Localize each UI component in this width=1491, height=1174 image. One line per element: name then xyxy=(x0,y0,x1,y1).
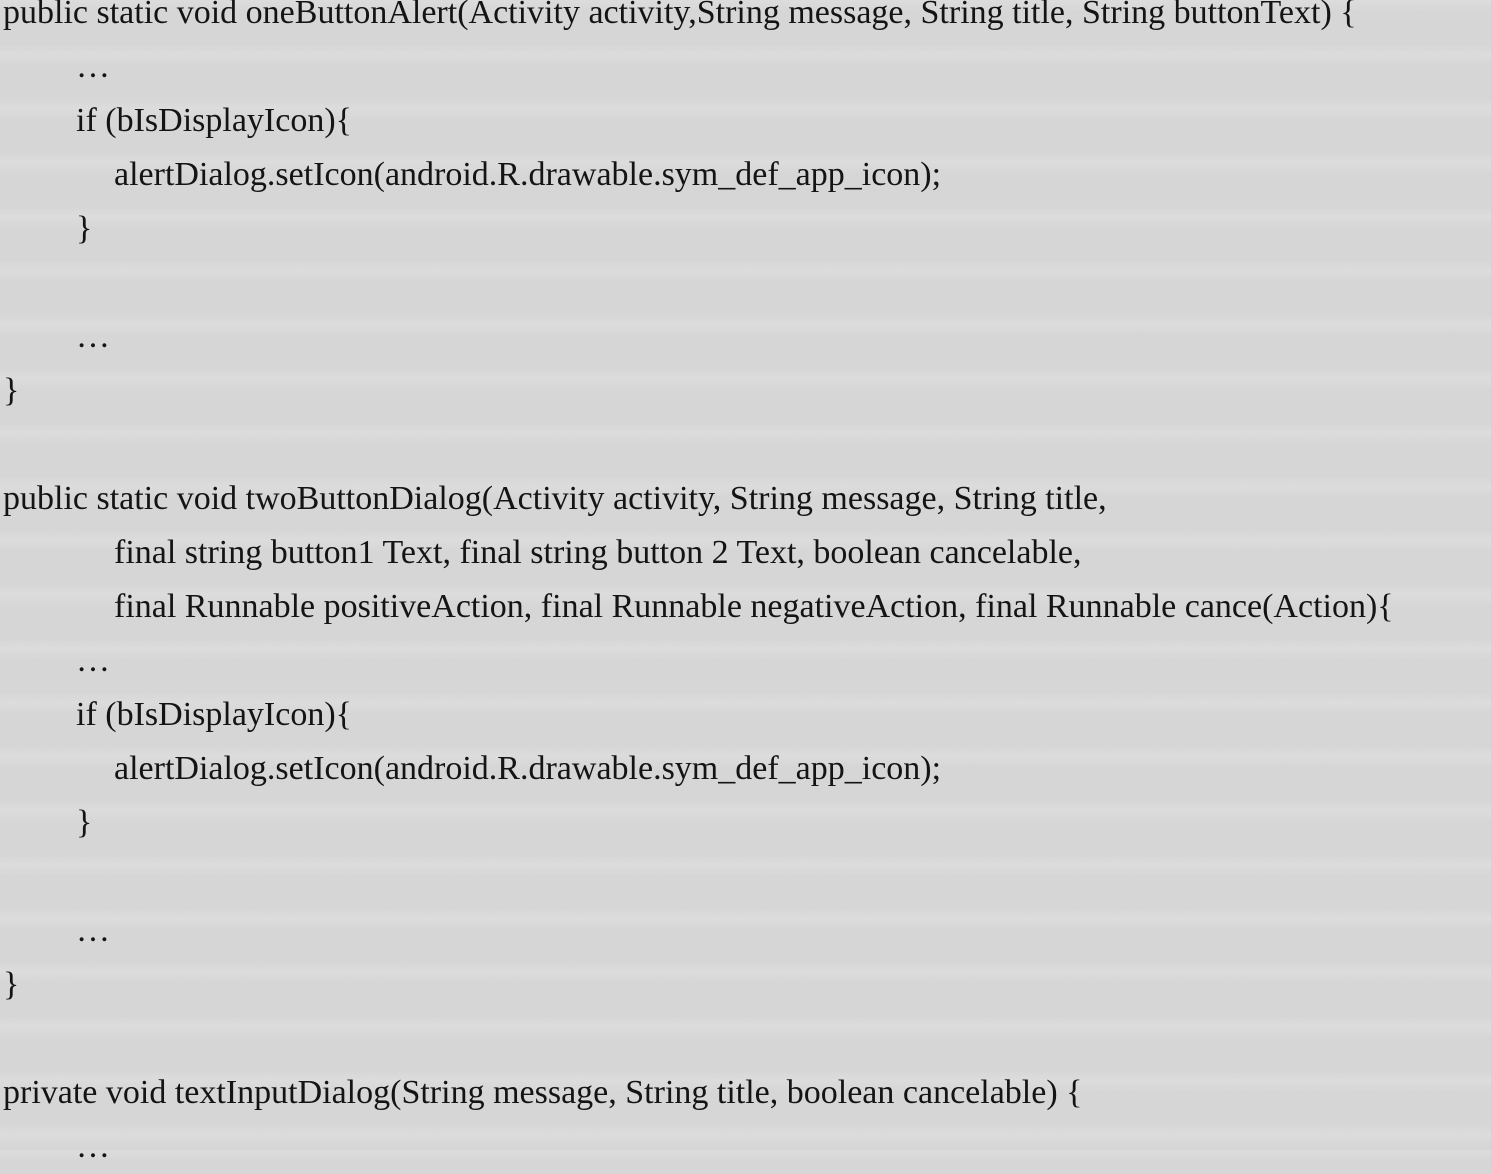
code-line: … xyxy=(76,912,110,949)
code-line: } xyxy=(3,966,20,1003)
code-line: … xyxy=(76,48,110,85)
code-line: } xyxy=(3,372,20,409)
blank-line xyxy=(0,256,1491,310)
code-line: final Runnable positiveAction, final Runnable negativeAction, final Runnable cance(Action){ xyxy=(114,588,1394,625)
code-line: private void textInputDialog(String message, String title, boolean cancelable) { xyxy=(3,1074,1083,1111)
blank-line xyxy=(0,418,1491,472)
code-line: if (bIsDisplayIcon){ xyxy=(76,696,352,733)
blank-line xyxy=(0,850,1491,904)
code-line: final string button1 Text, final string button 2 Text, boolean cancelable, xyxy=(114,534,1082,571)
code-line: … xyxy=(76,642,110,679)
code-line: } xyxy=(76,804,93,841)
blank-line xyxy=(0,1012,1491,1066)
code-line: public static void twoButtonDialog(Activity activity, String message, String title, xyxy=(3,480,1107,517)
code-line: } xyxy=(76,210,93,247)
code-line: … xyxy=(76,318,110,355)
code-line: if (bIsDisplayIcon){ xyxy=(76,102,352,139)
code-line: alertDialog.setIcon(android.R.drawable.sym_def_app_icon); xyxy=(114,156,942,193)
code-line: … xyxy=(76,1128,110,1165)
code-line: public static void oneButtonAlert(Activity activity,String message, String title, String buttonText) { xyxy=(3,0,1357,31)
code-line: alertDialog.setIcon(android.R.drawable.sym_def_app_icon); xyxy=(114,750,942,787)
